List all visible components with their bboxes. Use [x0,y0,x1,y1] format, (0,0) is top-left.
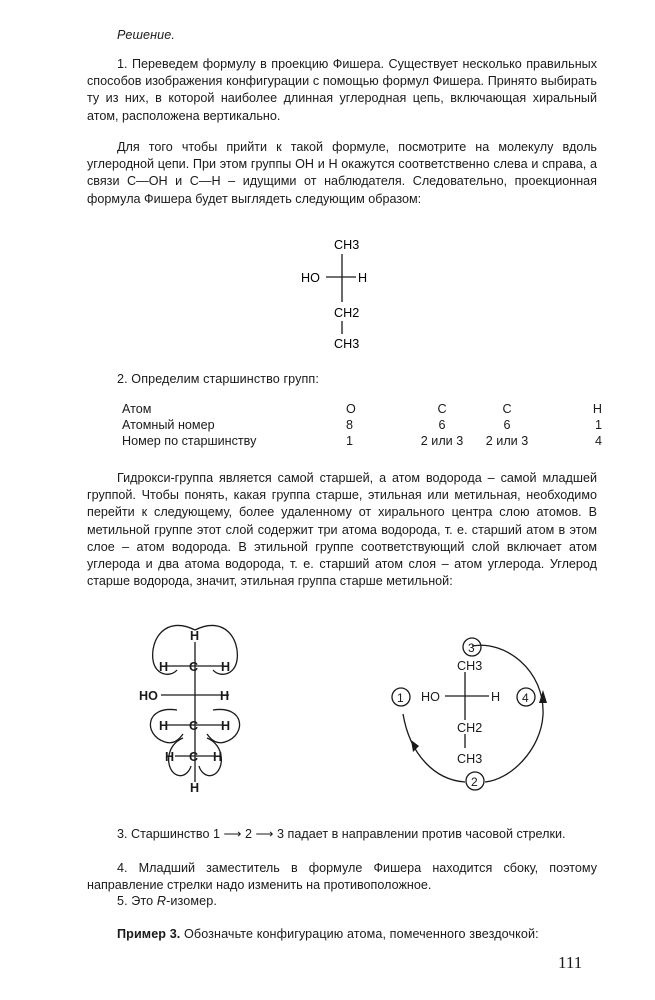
paragraph-1 [87,56,597,125]
example-label: Пример 3. [117,927,181,941]
paragraph-4 [87,470,597,590]
paragraph-1-text: 1. Переведем формулу в проекцию Фишера. Существует несколько правильных способов изображения конфигурации с помощью формул Фишера. Принято выбирать ту из них, в которой наиболее длинная углеродная цепь, включающая хиральный атом, расположена вертикально. [87,57,597,123]
table-cell: 6 [438,418,446,432]
table-cell: 2 или 3 [420,434,464,448]
table-row [122,417,602,433]
table-cell: 2 или 3 [485,434,529,448]
paragraph-7 [117,893,217,910]
paragraph-8 [117,926,539,943]
atom-h: H [190,781,200,795]
table-cell: 6 [503,418,511,432]
priority-label-2: 2 [471,775,478,789]
priority-diagram [385,630,565,795]
fischer-projection-1 [290,232,410,357]
paragraph-6-text: 4. Младший заместитель в формуле Фишера находится сбоку, поэтому направление стрелки надо изменить на противоположное. [87,861,597,893]
atom-h: H [220,689,230,703]
fischer1-right: H [358,271,368,285]
table-row [122,401,602,417]
fischer1-middle: CH2 [334,306,360,320]
table-cell: 8 [346,418,354,432]
table-row-label: Номер по старшинству [122,434,257,448]
table-cell: 1 [594,418,602,432]
priority-label-1: 1 [397,691,404,705]
paragraph-4-text: Гидрокси-группа является самой старшей, а атом водорода – самой младшей группой. Чтобы понять, какая группа старше, этильная или метильная, необходимо перейти к следующему, более удаленному от хирального центра слою атомов. В метильной группе этот слой содержит три атома водорода, т. е. старший атом в этом слое – атом водорода. В этильной группе соответствующий слой включает атом углерода и два атома водорода, т. е. старший атом слоя – атом углерода. Углерод старше водорода, значит, этильная группа старше метильной: [87,471,597,589]
fischer1-left: HO [301,271,320,285]
priority-bottom: CH3 [457,752,483,766]
layer-diagram [135,620,255,800]
atom-h: H [221,660,231,674]
atom-ho: HO [139,689,158,703]
priority-left: HO [421,690,440,704]
table-row-label: Атомный номер [122,418,215,432]
paragraph-8-text: Обозначьте конфигурацию атома, помеченного звездочкой: [180,927,539,941]
table-row-label: Атом [122,402,152,416]
priority-middle: CH2 [457,721,483,735]
priority-arc-right [472,645,543,782]
atom-h: H [165,750,175,764]
paragraph-7-suffix: -изомер. [166,894,217,908]
fischer1-top: CH3 [334,238,360,252]
atom-h: H [221,719,231,733]
table-cell: C [437,402,447,416]
table-cell: C [502,402,512,416]
paragraph-2-text: Для того чтобы прийти к такой формуле, посмотрите на молекулу вдоль углеродной цепи. При этом группы ОН и Н окажутся соответственно слева и справа, а связи С—ОН и С—Н – идущими от наблюдателя. Следовательно, проекционная формула Фишера будет выглядеть следующим образом: [87,140,597,206]
priority-right: H [491,690,501,704]
table-cell: O [346,402,356,416]
page-number: 111 [558,953,583,972]
atom-c: C [189,719,199,733]
paragraph-5 [87,826,597,843]
atom-c: C [189,660,199,674]
paragraph-5-text: 3. Старшинство 1 ⟶ 2 ⟶ 3 падает в направлении против часовой стрелки. [117,827,566,841]
priority-table [122,401,602,449]
paragraph-7-italic: R [156,894,167,908]
arrowhead-icon [411,740,419,752]
priority-top: CH3 [457,659,483,673]
layer-loop-top-right [195,625,237,674]
atom-c: C [189,750,199,764]
paragraph-6 [87,860,597,894]
fischer1-bottom: CH3 [334,337,360,351]
table-row [122,433,602,449]
priority-label-3: 3 [468,641,475,655]
priority-arc-left [403,714,465,782]
paragraph-2 [87,139,597,208]
atom-h: H [159,719,169,733]
atom-h: H [213,750,223,764]
atom-h: H [190,629,200,643]
priority-label-4: 4 [522,691,529,705]
paragraph-3: 2. Определим старшинство групп: [117,372,319,386]
table-cell: 4 [594,434,602,448]
table-cell: 1 [346,434,354,448]
table-cell: H [592,402,602,416]
paragraph-7-prefix: 5. Это [117,894,157,908]
solution-heading: Решение. [117,28,175,42]
atom-h: H [159,660,169,674]
